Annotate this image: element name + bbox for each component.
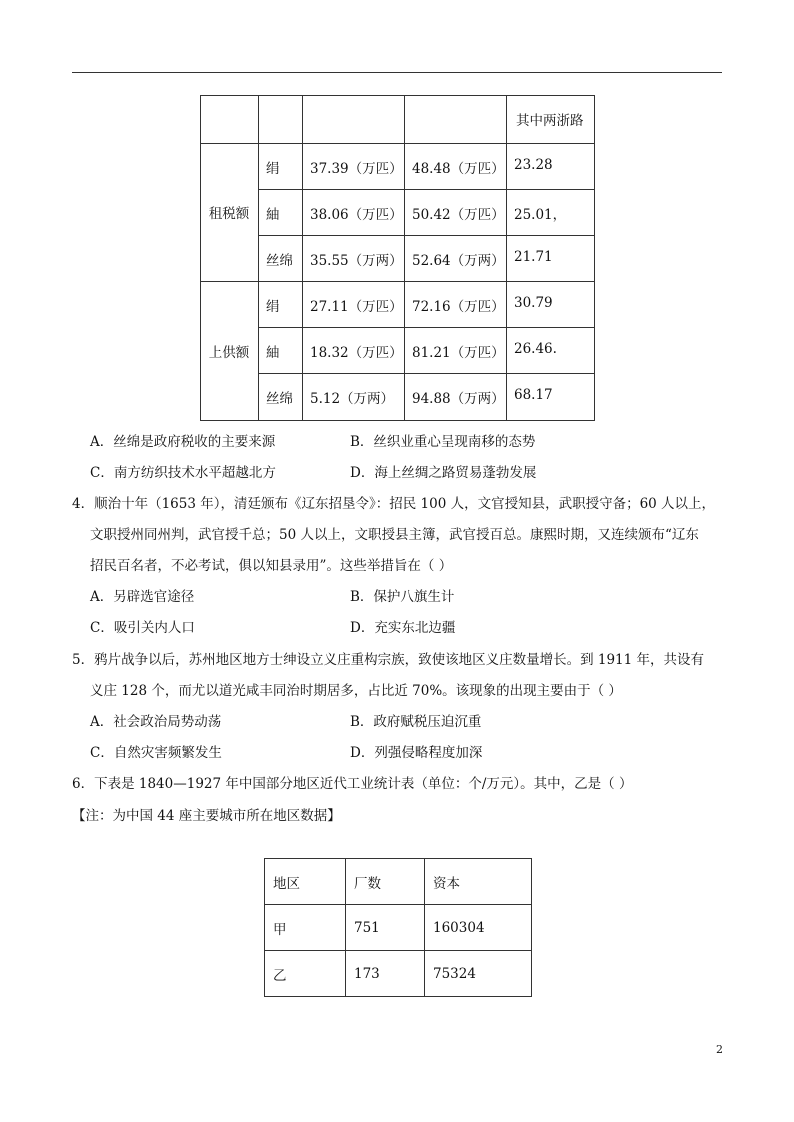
item-cell: 绢 [266,299,280,315]
table-header-cell: 地区 [265,859,346,905]
table-cell: 160304 [425,905,532,951]
q5-option-a[interactable]: A．社会政治局势动荡 [90,714,222,730]
q3-option-c[interactable]: C．南方纺织技术水平超越北方 [90,465,276,481]
table-header-row [265,859,532,905]
q5-option-d[interactable]: D．列强侵略程度加深 [350,745,483,761]
value-cell: 26.46. [514,341,557,357]
value-cell: 50.42（万匹） [412,207,505,223]
value-cell: 30.79 [514,295,553,311]
item-cell: 丝绵 [266,391,293,407]
q4-option-c[interactable]: C．吸引关内人口 [90,620,195,636]
value-cell: 37.39（万匹） [310,161,403,177]
q5-stem-line: 义庄 128 个，而尤以道光咸丰同治时期居多，占比近 70%。该现象的出现主要由于（ ） [90,683,622,699]
table-row [265,951,532,997]
q6-note: 【注：为中国 44 座主要城市所在地区数据】 [72,808,341,824]
value-cell: 18.32（万匹） [310,345,403,361]
value-cell: 27.11（万匹） [310,299,403,315]
q3-option-b[interactable]: B．丝织业重心呈现南移的态势 [350,434,536,450]
q5-option-c[interactable]: C．自然灾害频繁发生 [90,745,222,761]
item-cell: 紬 [266,345,280,361]
q3-option-a[interactable]: A．丝绵是政府税收的主要来源 [90,434,276,450]
industry-table [264,858,532,997]
column-header-liangzhe: 其中两浙路 [516,113,584,129]
value-cell: 38.06（万匹） [310,207,403,223]
value-cell: 72.16（万匹） [412,299,505,315]
q6-stem-line: 6．下表是 1840—1927 年中国部分地区近代工业统计表（单位：个/万元）。其中，乙是（ ） [72,776,633,792]
row-group-label: 上供额 [208,344,250,361]
q4-option-b[interactable]: B．保护八旗生计 [350,589,455,605]
q4-option-d[interactable]: D．充实东北边疆 [350,620,456,636]
page-number: 2 [716,1043,723,1056]
value-cell: 5.12（万两） [310,391,395,407]
value-cell: 68.17 [514,387,553,403]
table-row [265,905,532,951]
row-group-label: 租税额 [208,206,250,222]
item-cell: 绢 [266,161,280,177]
q3-option-d[interactable]: D．海上丝绸之路贸易蓬勃发展 [350,465,537,481]
value-cell: 52.64（万两） [412,253,505,269]
item-cell: 紬 [266,207,280,223]
table-cell: 甲 [265,905,346,951]
value-cell: 21.71 [514,249,553,265]
value-cell: 81.21（万匹） [412,345,505,361]
value-cell: 35.55（万两） [310,253,403,269]
item-cell: 丝绵 [266,253,293,269]
q4-stem-line: 文职授州同州判，武官授千总；50 人以上，文职授县主簿，武官授百总。康熙时期，又连续颁布“辽东 [90,527,699,543]
silk-tax-grid [200,95,595,421]
table-header-cell: 厂数 [346,859,425,905]
table-cell: 751 [346,905,425,951]
table-cell: 75324 [425,951,532,997]
table-cell: 173 [346,951,425,997]
value-cell: 48.48（万匹） [412,161,505,177]
value-cell: 23.28 [514,157,553,173]
q4-stem-line: 招民百名者，不必考试，俱以知县录用”。这些举措旨在（ ） [90,558,453,574]
q4-stem-line: 4．顺治十年（1653 年），清廷颁布《辽东招垦令》：招民 100 人，文官授知县，武职授守备；60 人以上， [72,496,716,512]
q5-stem-line: 5．鸦片战争以后，苏州地区地方士绅设立义庄重构宗族，致使该地区义庄数量增长。到 1911 年，共设有 [72,652,705,668]
table-header-cell: 资本 [425,859,532,905]
value-cell: 25.01， [514,207,567,223]
value-cell: 94.88（万两） [412,391,505,407]
q5-option-b[interactable]: B．政府赋税压迫沉重 [350,714,482,730]
table-cell: 乙 [265,951,346,997]
q4-option-a[interactable]: A．另辟选官途径 [90,589,195,605]
header-rule [72,72,722,73]
